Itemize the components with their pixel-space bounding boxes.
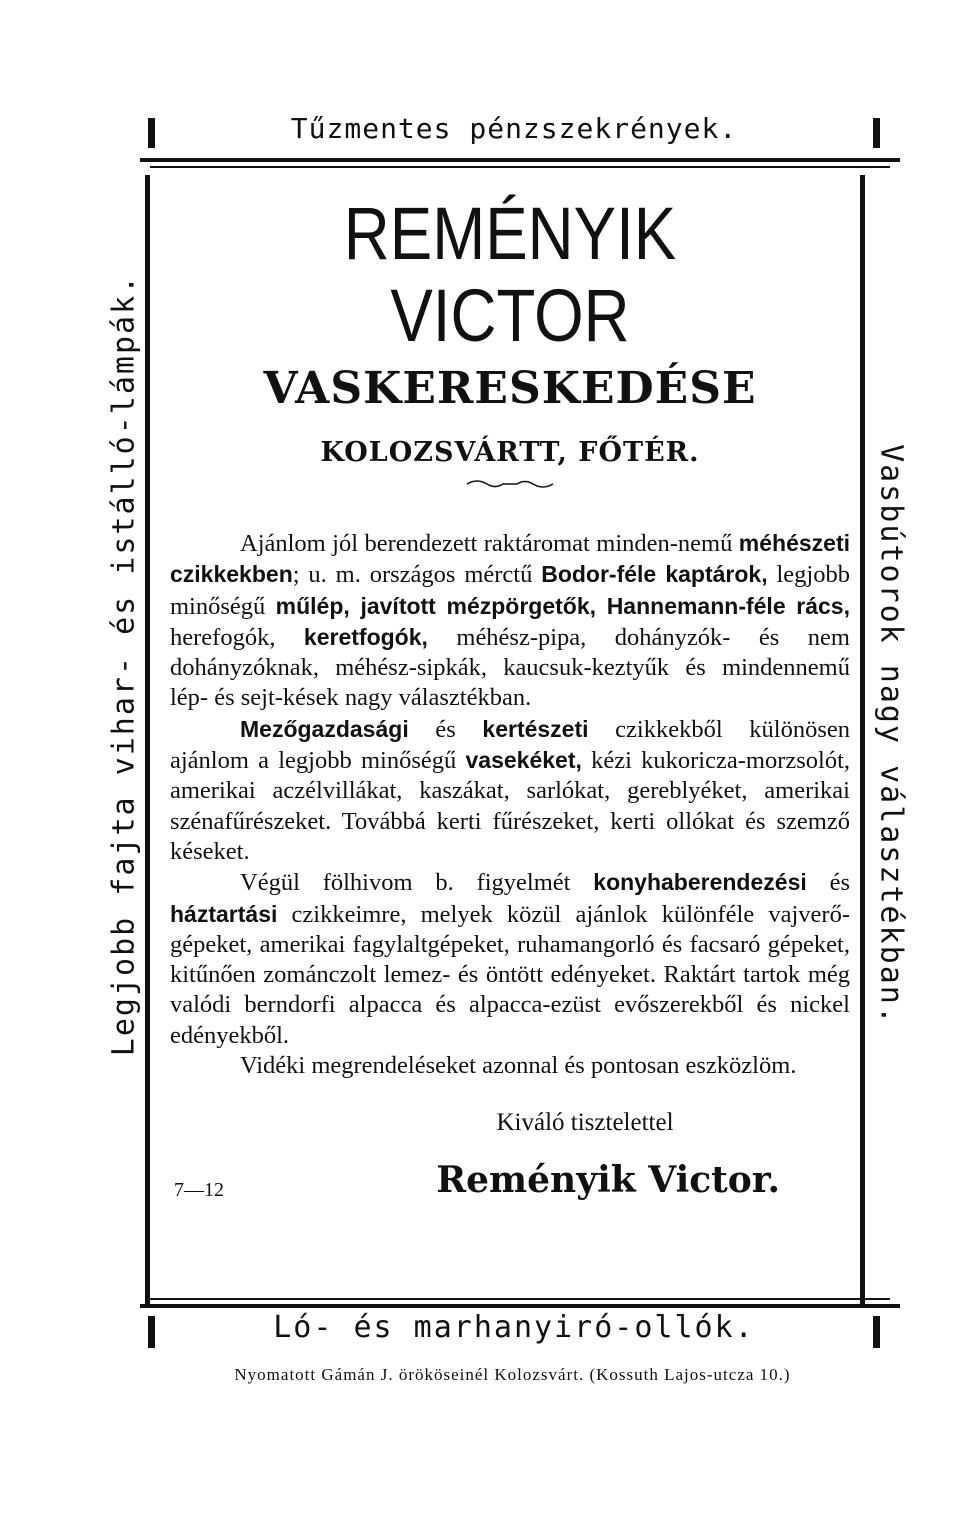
footer-rule-thin — [150, 1298, 890, 1300]
paragraph-orders: Vidéki megrendeléseket azonnal és pontosan eszközlöm. — [240, 1052, 797, 1080]
banner-bar-right — [873, 118, 880, 148]
side-text-right: Vasbútorok nagy választékban. — [873, 444, 909, 1026]
signature: Reményik Victor. — [436, 1159, 780, 1202]
paragraph-household: Végül fölhivom b. figyelmét konyhaberendezési és háztartási czikkeimre, melyek közül ajánlok különféle vajverő-gépeket, amerikai fagylaltgépeket, ruhamangorló és facsaró gépeket, kitűnően zománczolt lemez- és öntött edényeket. Raktárt tartok még valódi berndorfi alpacca és alpacca-ezüst evőszerekből és nickel edényekből. — [170, 869, 850, 1049]
advertisement-body — [170, 185, 850, 1207]
ad-text — [170, 528, 850, 1081]
ornament-divider — [170, 476, 850, 496]
header-rule — [140, 158, 900, 162]
top-banner — [148, 112, 880, 154]
closing-greeting: Kiváló tisztelettel — [496, 1109, 674, 1137]
footer-bar-right — [873, 1316, 880, 1348]
bottom-banner — [148, 1310, 880, 1352]
signature-row — [170, 1147, 850, 1207]
frame-left-border — [145, 175, 150, 1305]
header-text: Tűzmentes pénzszekrények. — [290, 112, 738, 145]
company-name: REMÉNYIK VICTOR — [343, 192, 677, 357]
ad-code: 7—12 — [174, 1179, 224, 1202]
footer-text: Ló- és marhanyiró-ollók. — [273, 1310, 755, 1345]
footer-rule — [140, 1304, 900, 1308]
side-text-left: Legjobb fajta vihar- és istálló-lámpák. — [106, 273, 142, 1057]
paragraph-beekeeping: Ajánlom jól berendezett raktáromat minden-nemű méhészeti czikkekben; u. m. országos mérctű Bodor-féle kaptárok, legjobb minőségű műlép, javított mézpörgetők, Hannemann-féle rács, herefogók, keretfogók, méhész-pipa, dohányzók- és nem dohányzóknak, méhész-sipkák, kaucsuk-keztyűk és mindennemű lép- és sejt-kések nagy választékban. — [170, 530, 850, 712]
ornament-icon — [465, 476, 555, 492]
company-address: KOLOZSVÁRTT, FŐTÉR. — [320, 437, 700, 468]
frame-right-border — [860, 175, 865, 1305]
header-rule-thin — [150, 166, 890, 168]
printer-imprint: Nyomatott Gámán J. örököseinél Kolozsvárt. (Kossuth Lajos-utcza 10.) — [234, 1365, 791, 1384]
company-subtitle: VASKERESKEDÉSE — [263, 363, 757, 414]
paragraph-agriculture: Mezőgazdasági és kertészeti czikkekből különösen ajánlom a legjobb minőségű vasekéket, kézi kukoricza-morzsolót, amerikai aczélvillákat, kaszákat, sarlókat, gereblyéket, amerikai szénafűrészeket. Továbbá kerti fűrészeket, kerti ollókat és szemző késeket. — [170, 715, 850, 865]
